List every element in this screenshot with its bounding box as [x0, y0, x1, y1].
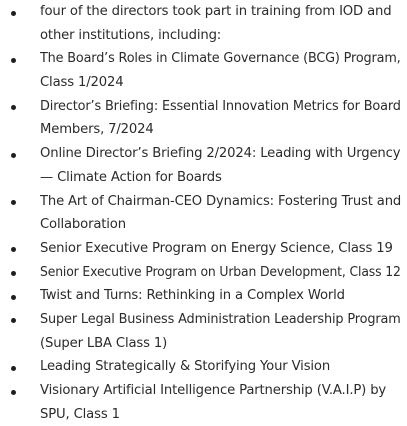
list-item-text-line: Twist and Turns: Rethinking in a Complex World — [40, 288, 345, 304]
list-item-text-line: (Super LBA Class 1) — [40, 335, 168, 351]
list-item-text-line: SPU, Class 1 — [40, 406, 120, 422]
list-item — [0, 142, 407, 189]
bullet-icon — [11, 318, 16, 323]
list-item-text-line: Senior Executive Program on Urban Development, Class 12 — [40, 264, 401, 280]
list-item-text-line: Online Director’s Briefing 2/2024: Leading with Urgency — [40, 146, 401, 162]
bullet-icon — [11, 11, 16, 16]
list-item-text-line: The Art of Chairman-CEO Dynamics: Fostering Trust and — [40, 193, 402, 209]
list-item-text-line: Class 1/2024 — [40, 75, 124, 91]
bullet-icon — [11, 247, 16, 252]
bullet-icon — [11, 390, 16, 395]
list-item — [0, 190, 407, 237]
list-item — [0, 0, 407, 47]
list-item — [0, 261, 407, 285]
list-item — [0, 284, 407, 308]
list-item-text-line: Visionary Artificial Intelligence Partnership (V.A.I.P) by — [40, 383, 387, 398]
list-item-text-line: other institutions, including: — [40, 27, 222, 43]
bullet-icon — [11, 58, 16, 63]
list-item-text-line: four of the directors took part in training from IOD and — [40, 4, 392, 19]
bullet-icon — [11, 295, 16, 300]
list-item — [0, 95, 407, 142]
list-item — [0, 308, 407, 355]
bullet-icon — [11, 366, 16, 371]
list-item-text-line: Director’s Briefing: Essential Innovation Metrics for Board — [40, 98, 401, 114]
list-item — [0, 237, 407, 261]
list-item — [0, 355, 407, 379]
bullet-icon — [11, 153, 16, 158]
list-item-text-line: Super Legal Business Administration Leadership Program — [40, 311, 401, 327]
list-item — [0, 379, 407, 426]
list-item-text-line: Leading Strategically & Storifying Your Vision — [40, 359, 331, 375]
list-item — [0, 47, 407, 94]
bullet-icon — [11, 105, 16, 110]
list-item-text-line: The Board’s Roles in Climate Governance (BCG) Program, — [40, 51, 401, 67]
list-item-text-line: — Climate Action for Boards — [40, 169, 222, 185]
list-item-text-line: Collaboration — [40, 217, 126, 233]
bullet-icon — [11, 271, 16, 276]
bullet-icon — [11, 200, 16, 205]
list-item-text-line: Senior Executive Program on Energy Science, Class 19 — [40, 240, 393, 256]
list-item-text-line: Members, 7/2024 — [40, 122, 154, 138]
